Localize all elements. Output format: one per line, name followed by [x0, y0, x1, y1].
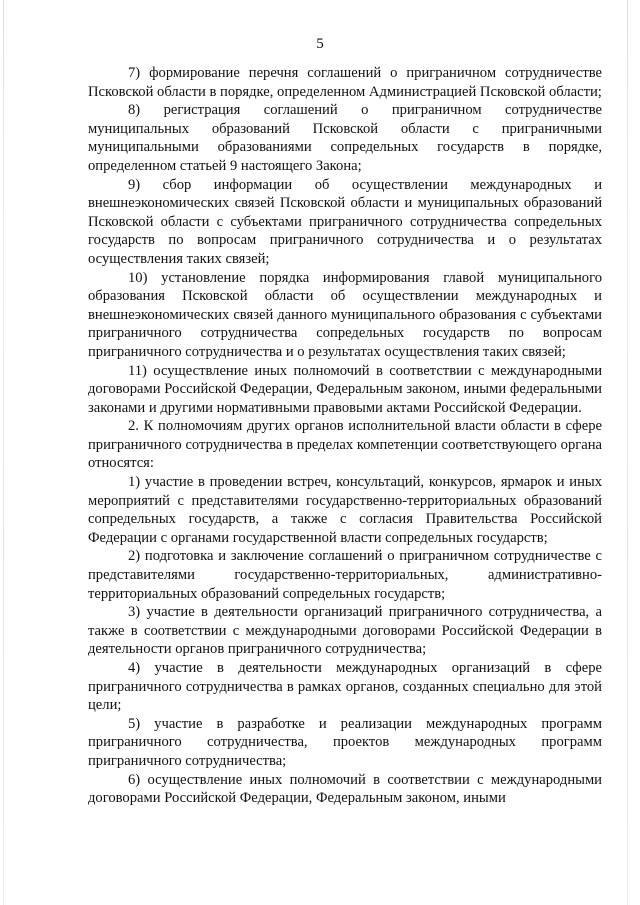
document-body	[88, 64, 602, 808]
paragraph-sub-6: 6) осуществление иных полномочий в соответствии с международными договорами Российской Федерации, Федеральным законом, иными	[88, 771, 602, 807]
paragraph-section-2: 2. К полномочиям других органов исполнительной власти области в сфере приграничного сотрудничества в пределах компетенции соответствующего органа относятся:	[88, 418, 602, 472]
paragraph-item-9: 9) сбор информации об осуществлении международных и внешнеэкономических связей Псковской области и муниципальных образований Псковской области с субъектами приграничного сотрудничества сопредельных государств по вопросам приграничного сотрудничества и о результатах осуществления таких связей;	[88, 176, 602, 267]
page-number: 5	[316, 36, 324, 52]
paragraph-sub-2: 2) подготовка и заключение соглашений о приграничном сотрудничестве с представителями государственно-территориальных, административно-территориальных образований сопредельных государств;	[88, 548, 602, 602]
left-scan-edge	[3, 0, 4, 905]
paragraph-sub-3: 3) участие в деятельности организаций приграничного сотрудничества, а также в соответствии с международными договорами Российской Федерации в деятельности органов приграничного сотрудничества;	[88, 604, 602, 658]
paragraph-item-8: 8) регистрация соглашений о приграничном сотрудничестве муниципальных образований Псковской области с приграничными муниципальными образованиями сопредельных государств в порядке, определенном статьей 9 настоящего Закона;	[88, 102, 602, 174]
paragraph-sub-5: 5) участие в разработке и реализации международных программ приграничного сотрудничества, проектов международных программ приграничного сотрудничества;	[88, 715, 602, 769]
paragraph-sub-4: 4) участие в деятельности международных организаций в сфере приграничного сотрудничества в рамках органов, созданных специально для этой цели;	[88, 660, 602, 714]
paragraph-sub-1: 1) участие в проведении встреч, консультаций, конкурсов, ярмарок и иных мероприятий с представителями государственно-территориальных образований сопредельных государств, а также с согласия Правительства Российской Федерации с органами государственной власти сопредельных государств;	[88, 474, 602, 546]
paragraph-item-7: 7) формирование перечня соглашений о приграничном сотрудничестве Псковской области в порядке, определенном Администрацией Псковской области;	[88, 65, 602, 100]
right-scan-edge	[627, 0, 628, 905]
paragraph-item-10: 10) установление порядка информирования главой муниципального образования Псковской области об осуществлении международных и внешнеэкономических связей данного муниципального образования с субъектами приграничного сотрудничества сопредельных государств по вопросам приграничного сотрудничества и о результатах осуществления таких связей;	[88, 269, 602, 360]
paragraph-item-11: 11) осуществление иных полномочий в соответствии с международными договорами Российской Федерации, Федеральным законом, иными федеральными законами и другими нормативными правовыми актами Российской Федерации.	[88, 362, 602, 416]
